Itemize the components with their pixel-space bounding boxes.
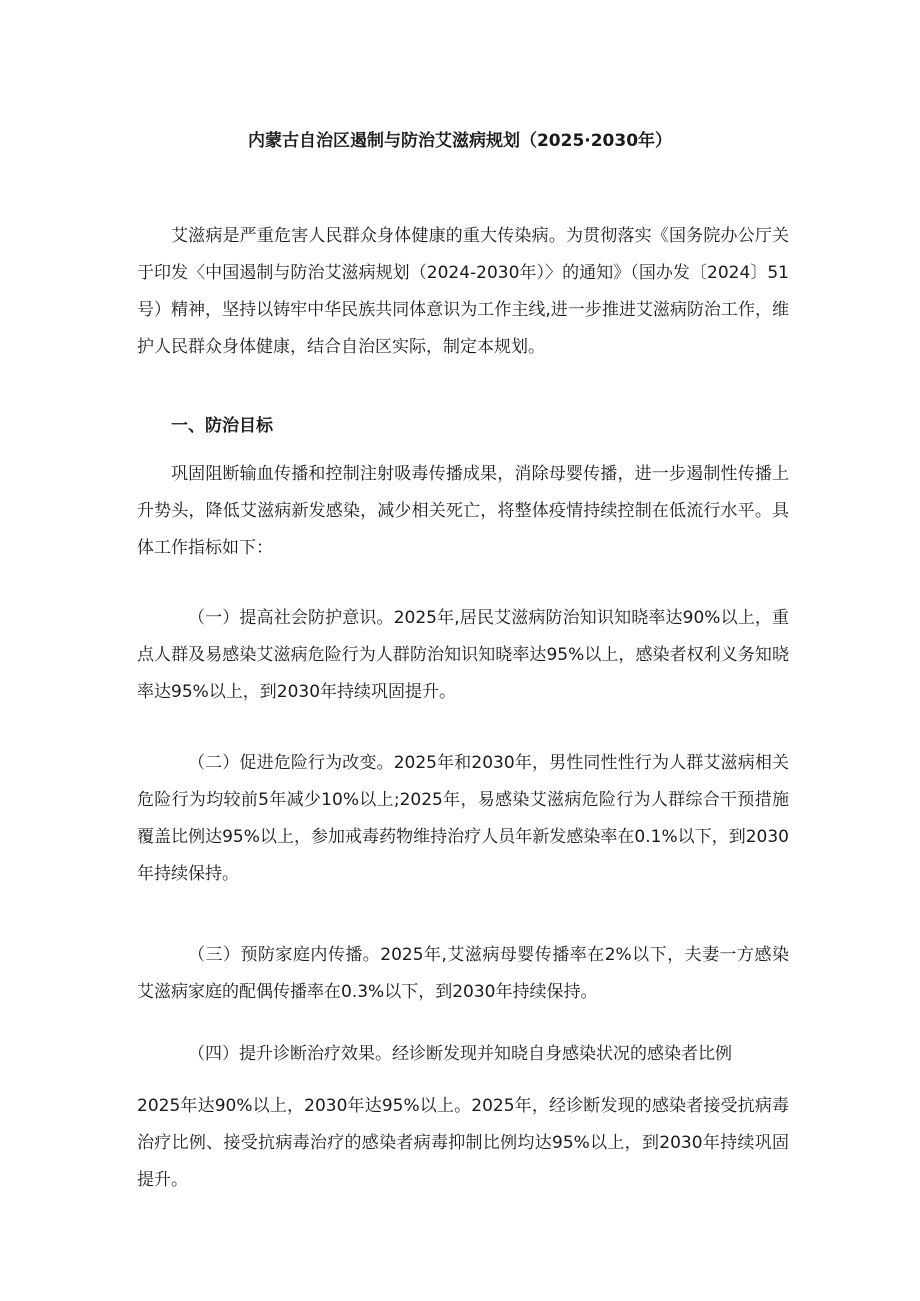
section-heading-goals: 一、防治目标 [171,416,273,436]
goal-item-4-continued: 2025年达90%以上，2030年达95%以上。2025年，经诊断发现的感染者接受抗病毒治疗比例、接受抗病毒治疗的感染者病毒抑制比例均达95%以上，到2030年持续巩固提升。 [137,1096,789,1190]
document-title: 内蒙古自治区遏制与防治艾滋病规划（2025·2030年） [247,131,673,151]
goal-item-2: （二）促进危险行为改变。2025年和2030年，男性同性性行为人群艾滋病相关危险行为均较前5年减少10%以上;2025年，易感染艾滋病危险行为人群综合干预措施覆盖比例达95%以上，参加戒毒药物维持治疗人员年新发感染率在0.1%以下，到2030年持续保持。 [137,753,789,884]
goal-item-3: （三）预防家庭内传播。2025年,艾滋病母婴传播率在2%以下，夫妻一方感染艾滋病家庭的配偶传播率在0.3%以下，到2030年持续保持。 [137,945,789,1002]
goal-item-4: （四）提升诊断治疗效果。经诊断发现并知晓自身感染状况的感染者比例 [188,1044,732,1064]
goals-intro-paragraph: 巩固阻断输血传播和控制注射吸毒传播成果，消除母婴传播，进一步遏制性传播上升势头，降低艾滋病新发感染，减少相关死亡，将整体疫情持续控制在低流行水平。具体工作指标如下： [137,464,789,558]
intro-paragraph: 艾滋病是严重危害人民群众身体健康的重大传染病。为贯彻落实《国务院办公厅关于印发〈中国遏制与防治艾滋病规划（2024-2030年）〉的通知》（国办发〔2024〕51号）精神，坚持以铸牢中华民族共同体意识为工作主线,进一步推进艾滋病防治工作，维护人民群众身体健康，结合自治区实际，制定本规划。 [137,226,789,357]
goal-item-1: （一）提高社会防护意识。2025年,居民艾滋病防治知识知晓率达90%以上，重点人群及易感染艾滋病危险行为人群防治知识知晓率达95%以上，感染者权利义务知晓率达95%以上，到2030年持续巩固提升。 [137,608,789,702]
